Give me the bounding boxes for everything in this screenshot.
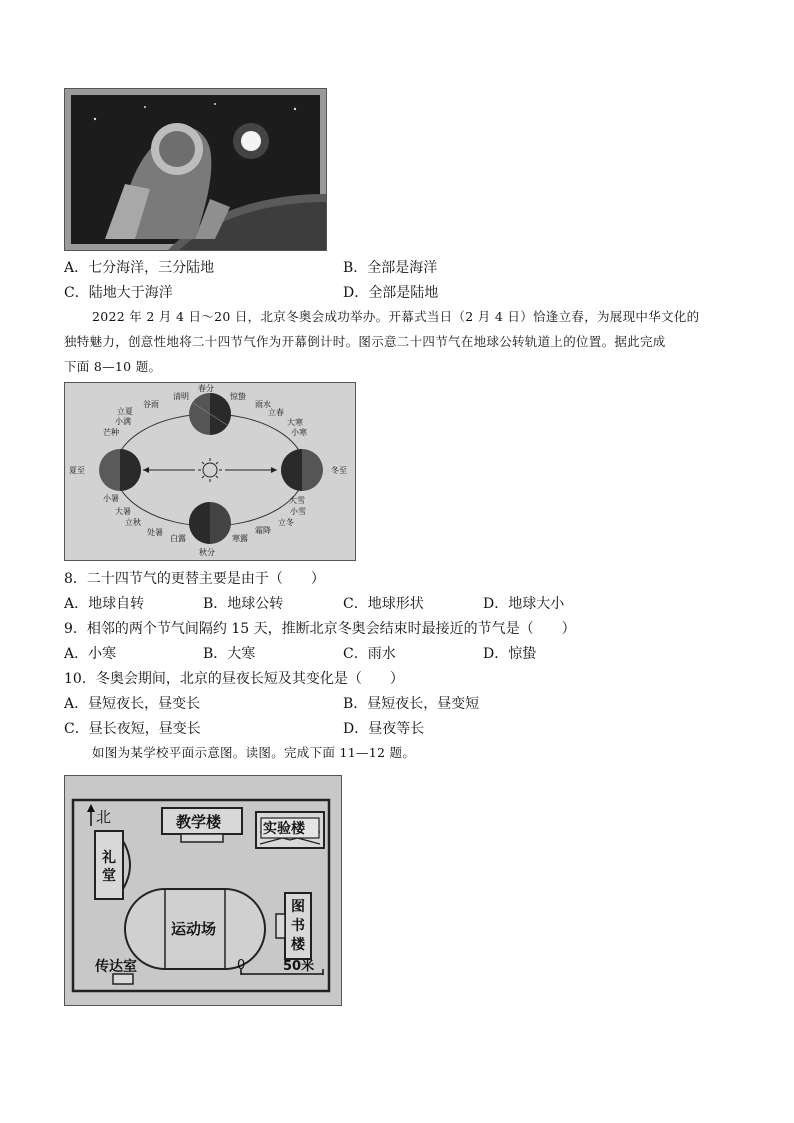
scale-end-label: 50米 [283, 959, 315, 974]
library-label-2: 书 [291, 918, 305, 934]
q8-option-c: C．地球形状 [343, 596, 424, 612]
sports-field-label: 运动场 [171, 920, 217, 938]
term-guyu: 谷雨 [143, 400, 159, 409]
q8-option-b: B．地球公转 [203, 596, 284, 612]
lab-building-label: 实验楼 [263, 821, 305, 837]
q10-option-d: D．昼夜等长 [343, 721, 425, 737]
q10-option-c: C．昼长夜短，昼变长 [64, 721, 201, 737]
term-yushui: 雨水 [255, 400, 271, 409]
q9-option-a: A．小寒 [64, 646, 117, 662]
gate-house-label: 传达室 [95, 959, 137, 975]
q9-option-b: B．大寒 [203, 646, 256, 662]
intro-line-2: 独特魅力，创意性地将二十四节气作为开幕倒计时。图示意二十四节气在地球公转轨道上的位置。据此完成 [64, 334, 666, 349]
north-label: 北 [96, 808, 112, 826]
term-jingzhe: 惊蛰 [230, 392, 246, 401]
hall-label-2: 堂 [102, 868, 116, 884]
library-label-3: 楼 [291, 937, 305, 953]
term-xiazhi: 夏至 [69, 466, 85, 475]
term-lichun: 立春 [268, 408, 284, 417]
q8-option-d: D．地球大小 [483, 596, 565, 612]
q10-option-b: B．昼短夜长，昼变短 [343, 696, 480, 712]
term-dashu: 大暑 [115, 507, 131, 516]
term-xiaoxue: 小雪 [290, 507, 306, 516]
intro-paragraph-11-12: 如图为某学校平面示意图。读图。完成下面 11—12 题。 [92, 745, 416, 760]
term-xiaoshu: 小暑 [103, 494, 119, 503]
term-xiaoman: 小满 [115, 417, 131, 426]
library-label-1: 图 [291, 899, 305, 915]
q10-option-a: A．昼短夜长，昼变长 [64, 696, 201, 712]
intro-paragraph-8-10 [64, 304, 734, 379]
term-daxue: 大雪 [289, 496, 305, 505]
term-shuangjiang: 霜降 [255, 526, 271, 535]
earth-spring-equinox [189, 393, 231, 435]
term-hanlu: 寒露 [232, 534, 248, 543]
astronaut-earth-photo [64, 88, 327, 251]
hall-label-1: 礼 [102, 850, 116, 866]
term-chunfen: 春分 [198, 384, 214, 393]
term-mangzhong: 芒种 [103, 428, 119, 437]
q9-stem: 9．相邻的两个节气间隔约 15 天，推断北京冬奥会结束时最接近的节气是（ ） [64, 621, 576, 637]
term-chushu: 处暑 [147, 528, 163, 537]
q7-option-b: B．全部是海洋 [343, 260, 438, 276]
term-qingming: 清明 [173, 392, 189, 401]
q7-option-d: D．全部是陆地 [343, 285, 439, 301]
q7-option-c: C．陆地大于海洋 [64, 285, 173, 301]
q8-option-a: A．地球自转 [64, 596, 145, 612]
term-qiufen: 秋分 [199, 548, 215, 557]
teaching-building-label: 教学楼 [176, 813, 222, 831]
intro-line-1: 2022 年 2 月 4 日～20 日，北京冬奥会成功举办。开幕式当日（2 月 4 日）恰逢立春，为展现中华文化的 [92, 309, 700, 324]
q9-option-c: C．雨水 [343, 646, 396, 662]
q7-option-a: A．七分海洋，三分陆地 [64, 260, 215, 276]
campus-plan-map [64, 775, 342, 1006]
earth-winter-solstice [281, 449, 323, 491]
q8-stem: 8．二十四节气的更替主要是由于（ ） [64, 571, 325, 587]
term-liqiu: 立秋 [125, 518, 141, 527]
term-dongzhi: 冬至 [331, 466, 347, 475]
q10-stem: 10．冬奥会期间，北京的昼夜长短及其变化是（ ） [64, 671, 404, 687]
earth-autumn-equinox [189, 502, 231, 544]
term-bailu: 白露 [170, 534, 186, 543]
term-xiaohan: 小寒 [291, 428, 307, 437]
intro-line-3: 下面 8—10 题。 [64, 359, 162, 374]
solar-terms-orbit-diagram [64, 382, 356, 561]
term-dahan: 大寒 [287, 418, 303, 427]
term-lidong: 立冬 [278, 518, 294, 527]
scale-zero-label: 0 [237, 958, 246, 973]
q9-option-d: D．惊蛰 [483, 646, 537, 662]
term-lixia: 立夏 [117, 407, 133, 416]
earth-summer-solstice [99, 449, 141, 491]
